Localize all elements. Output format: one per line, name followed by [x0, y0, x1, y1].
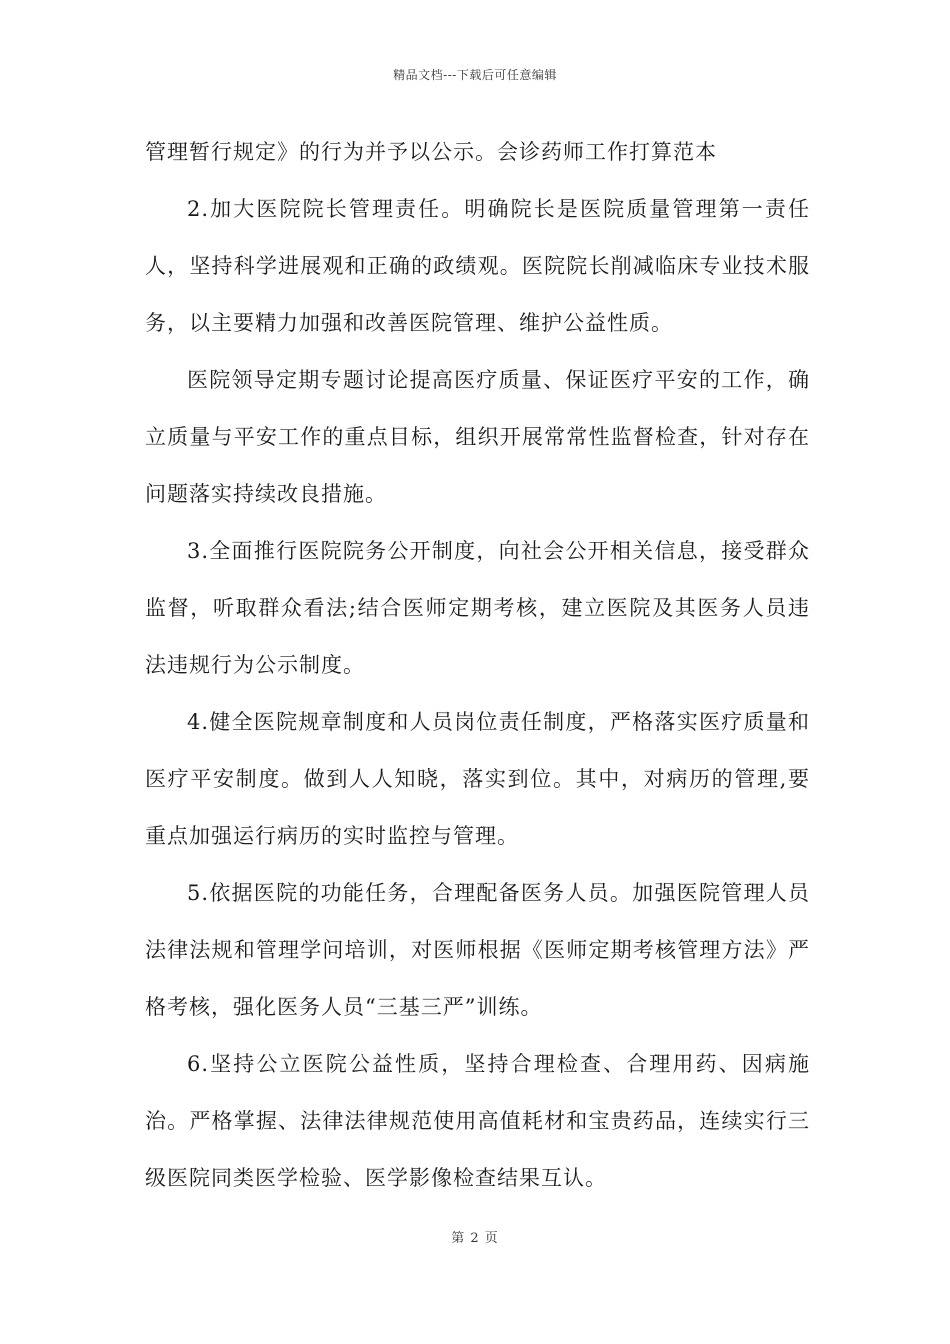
page-number: 第 2 页: [451, 1231, 499, 1246]
paragraph-item-3: 3.全面推行医院院务公开制度，向社会公开相关信息，接受群众监督，听取群众看法;结合医师定期考核，建立医院及其医务人员违法违规行为公示制度。: [145, 539, 810, 677]
paragraph-item-6: 6.坚持公立医院公益性质，坚持合理检查、合理用药、因病施治。严格掌握、法律法律规范使用高值耗材和宝贵药品，连续实行三级医院同类医学检验、医学影像检查结果互认。: [145, 1052, 810, 1190]
page-header: 精品文档---下载后可任意编辑: [393, 68, 557, 82]
paragraph-item-2: 2.加大医院院长管理责任。明确院长是医院质量管理第一责任人，坚持科学进展观和正确的政绩观。医院院长削减临床专业技术服务，以主要精力加强和改善医院管理、维护公益性质。: [145, 197, 810, 335]
paragraph-item-5: 5.依据医院的功能任务，合理配备医务人员。加强医院管理人员法律法规和管理学问培训，对医师根据《医师定期考核管理方法》严格考核，强化医务人员“三基三严”训练。: [145, 881, 810, 1019]
document-body: [145, 124, 810, 1207]
paragraph-item-4: 4.健全医院规章制度和人员岗位责任制度，严格落实医疗质量和医疗平安制度。做到人人知晓，落实到位。其中，对病历的管理,要重点加强运行病历的实时监控与管理。: [145, 710, 810, 848]
paragraph-leadership: 医院领导定期专题讨论提高医疗质量、保证医疗平安的工作，确立质量与平安工作的重点目标，组织开展常常性监督检查，针对存在问题落实持续改良措施。: [145, 368, 810, 506]
paragraph-continuation: 管理暂行规定》的行为并予以公示。会诊药师工作打算范本: [145, 140, 717, 164]
